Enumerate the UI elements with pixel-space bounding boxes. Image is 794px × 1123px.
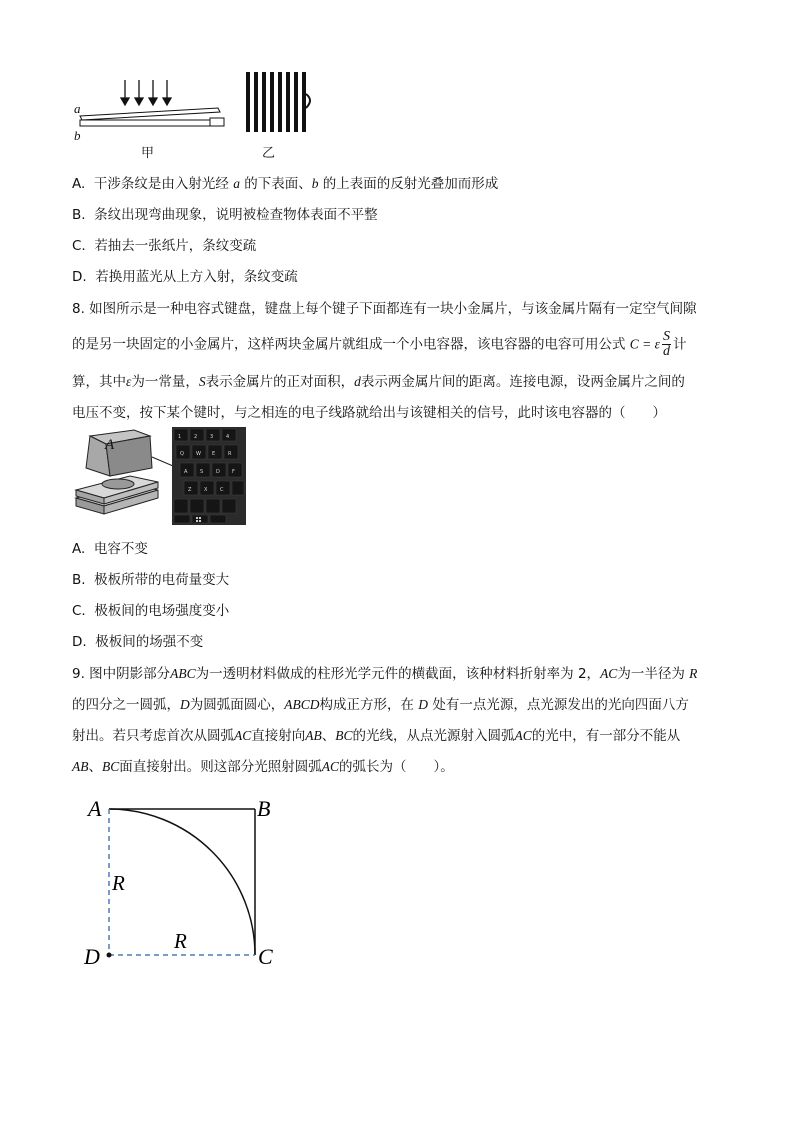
q8-line-3: 算，其中ε为一常量，S表示金属片的正对面积，d表示两金属片间的距离。连接电源，设两金属片之间的 <box>72 374 685 390</box>
vertex-C: C <box>258 944 273 969</box>
plate-label-a: a <box>74 101 81 116</box>
keyboard-keys <box>172 427 246 525</box>
key-q: Q <box>180 451 184 457</box>
key-z: Z <box>188 487 192 493</box>
q9-line-4: AB、BC面直接射出。则这部分光照射圆弧AC的弧长为（ ）。 <box>72 759 454 775</box>
key-r: R <box>228 451 232 457</box>
key-f: F <box>232 469 235 475</box>
q9-line-2: 的四分之一圆弧，D为圆弧面圆心，ABCD构成正方形，在 D 处有一点光源，点光源发出的光向四面八方 <box>72 697 689 713</box>
caption-left: 甲 <box>141 146 155 161</box>
vertex-A: A <box>88 796 102 821</box>
key-s: S <box>200 469 204 475</box>
plate-label-b: b <box>74 128 81 143</box>
key-a: A <box>184 469 188 475</box>
q8-option-c: C. 极板间的电场强度变小 <box>72 603 230 619</box>
key-w: W <box>196 451 201 457</box>
caption-right: 乙 <box>262 146 276 161</box>
vertex-D: D <box>84 944 100 969</box>
key-label: A <box>105 437 115 453</box>
q8-line-1: 8. 如图所示是一种电容式键盘，键盘上每个键子下面都连有一块小金属片，与该金属片隔有一定空气间隙 <box>72 301 697 317</box>
point-source-D <box>107 953 112 958</box>
q7-option-a: A. 干涉条纹是由入射光经 a 的下表面、b 的上表面的反射光叠加而形成 <box>72 176 499 192</box>
quarter-circle-diagram <box>80 792 290 972</box>
q7-option-b: B. 条纹出现弯曲现象，说明被检查物体表面不平整 <box>72 207 378 223</box>
q7-option-c: C. 若抽去一张纸片，条纹变疏 <box>72 238 257 254</box>
q8-line-2: 的是另一块固定的小金属片，这样两块金属片就组成一个小电容器，该电容器的电容可用公式 C = ε $\frac{S}{d}$ 计 <box>72 329 687 359</box>
radius-label-bottom: R <box>174 929 187 953</box>
formula-fraction: $\frac{S}{d}$ <box>662 329 670 359</box>
q7-option-d: D. 若换用蓝光从上方入射，条纹变疏 <box>72 269 298 285</box>
key-c: C <box>220 487 224 493</box>
q8-option-a: A. 电容不变 <box>72 541 148 557</box>
key-e: E <box>212 451 216 457</box>
fringe-bend <box>306 94 310 108</box>
key-4: 4 <box>226 434 230 440</box>
key-3: 3 <box>210 434 214 440</box>
q9-line-1: 9. 图中阴影部分ABC为一透明材料做成的柱形光学元件的横截面，该种材料折射率为 2，AC为一半径为 R <box>72 666 698 682</box>
fringe-pattern <box>246 72 306 132</box>
formula-lhs: C = ε <box>629 336 660 352</box>
incident-light-arrows <box>121 80 171 105</box>
interference-figure <box>70 72 330 162</box>
radius-label-left: R <box>112 871 125 895</box>
key-d: D <box>216 469 220 475</box>
q8-option-b: B. 极板所带的电荷量变大 <box>72 572 230 588</box>
key-1: 1 <box>178 434 182 440</box>
q8-line-4: 电压不变，按下某个键时，与之相连的电子线路就给出与该键相关的信号，此时该电容器的（ ） <box>72 405 666 421</box>
glass-plates <box>80 108 224 126</box>
key-2: 2 <box>194 434 198 440</box>
vertex-B: B <box>257 796 271 821</box>
key-x: X <box>204 487 208 493</box>
q8-option-d: D. 极板间的场强不变 <box>72 634 204 650</box>
q9-line-3: 射出。若只考虑首次从圆弧AC直接射向AB、BC的光线，从点光源射入圆弧AC的光中，有一部分不能从 <box>72 728 681 744</box>
